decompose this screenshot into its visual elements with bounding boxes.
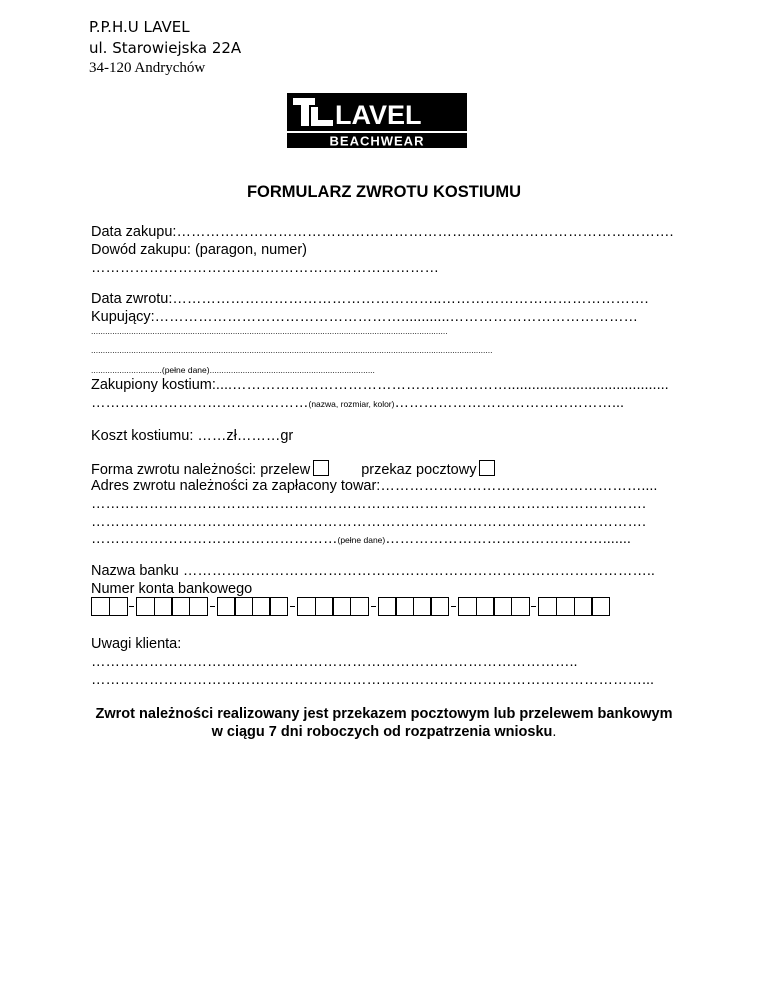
full-data-hint: (pełne dane) [337, 535, 386, 545]
account-digit-box[interactable] [378, 597, 397, 616]
account-digit-box[interactable] [109, 597, 128, 616]
account-digit-box[interactable] [154, 597, 173, 616]
field-proof-label: Dowód zakupu: (paragon, numer) [91, 242, 308, 258]
dots: ………………………………………....... [385, 531, 631, 547]
refund-note-period: . [552, 724, 557, 740]
logo-sub: BEACHWEAR [329, 133, 425, 148]
account-digit-box[interactable] [297, 597, 316, 616]
account-digit-group [136, 597, 206, 616]
field-swimsuit: Zakupiony kostium:....…………………………………………………........................................ [91, 377, 669, 393]
form-title: FORMULARZ ZWROTU KOSTIUMU [246, 183, 522, 201]
postal-order-label: przekaz pocztowy [361, 462, 477, 478]
account-digit-box[interactable] [591, 597, 610, 616]
account-digit-box[interactable] [413, 597, 432, 616]
field-remarks-line-1: ……………………………………………………………………………………….. [91, 654, 578, 670]
account-group-separator [371, 606, 376, 607]
dots: ………………………………………... [394, 395, 625, 411]
account-digit-group [91, 597, 126, 616]
postal-order-checkbox[interactable] [479, 460, 495, 476]
account-group-separator [290, 606, 295, 607]
account-digit-box[interactable] [91, 597, 110, 616]
account-digit-box[interactable] [511, 597, 530, 616]
dots: ...................................................................... [209, 365, 375, 375]
swimsuit-hint: (nazwa, rozmiar, kolor) [308, 399, 395, 409]
field-refund-address: Adres zwrotu należności za zapłacony towar:……………………………………………….... [91, 478, 658, 494]
account-group-separator [210, 606, 215, 607]
account-group-separator [531, 606, 536, 607]
field-buyer-line-3: .......................................................................................................................................................................... [91, 345, 493, 355]
field-purchase-date: Data zakupu:…………………………………………………………………………………………. [91, 224, 674, 240]
account-digit-box[interactable] [171, 597, 190, 616]
field-cost: Koszt kostiumu: ……zł………gr [91, 428, 294, 444]
company-name: P.P.H.U LAVEL [89, 18, 190, 36]
dots: ……………………………………… [91, 395, 309, 411]
account-digit-box[interactable] [189, 597, 208, 616]
account-digit-group [217, 597, 287, 616]
account-digit-group [538, 597, 608, 616]
account-digit-box[interactable] [136, 597, 155, 616]
account-digit-box[interactable] [476, 597, 495, 616]
dots: …………………………………………… [91, 531, 338, 547]
field-buyer: Kupujący:……………………………………………............………………………………… [91, 309, 639, 325]
account-digit-box[interactable] [430, 597, 449, 616]
account-digit-box[interactable] [269, 597, 288, 616]
field-refund-address-line-3: ……………………………………………………………………………………………………. [91, 514, 647, 530]
field-swimsuit-line-2 [91, 395, 624, 411]
logo-brand: LAVEL [335, 100, 422, 130]
account-digit-box[interactable] [395, 597, 414, 616]
field-remarks-line-2: ……………………………………………………………………………………………………... [91, 672, 655, 688]
account-digit-box[interactable] [493, 597, 512, 616]
account-group-separator [451, 606, 456, 607]
account-digit-box[interactable] [556, 597, 575, 616]
full-data-hint: (pełne dane) [161, 365, 210, 375]
refund-note-line-1: Zwrot należności realizowany jest przekazem pocztowym lub przelewem bankowym [95, 706, 673, 722]
account-digit-box[interactable] [538, 597, 557, 616]
field-buyer-line-2: ....................................................................................................................................................... [91, 326, 448, 336]
account-digit-box[interactable] [315, 597, 334, 616]
field-account-label: Numer konta bankowego [91, 581, 253, 597]
account-digit-box[interactable] [332, 597, 351, 616]
field-bank-name: Nazwa banku …………………………………………………………………………………….. [91, 563, 655, 579]
refund-note-text: w ciągu 7 dni roboczych od rozpatrzenia wniosku [211, 724, 553, 740]
field-return-date: Data zwrotu:………………………………………………..……………………………………. [91, 291, 649, 307]
account-digit-group [378, 597, 448, 616]
field-remarks-label: Uwagi klienta: [91, 636, 182, 652]
company-city: 34-120 Andrychów [89, 60, 206, 76]
account-group-separator [129, 606, 134, 607]
account-digit-box[interactable] [458, 597, 477, 616]
refund-note-line-2 [0, 724, 768, 740]
field-buyer-line-4 [91, 365, 375, 375]
field-refund-form [91, 460, 495, 478]
field-refund-address-line-4 [91, 531, 631, 547]
dots: .............................. [91, 365, 162, 375]
field-proof-line: ……………………………………………………………… [91, 260, 439, 276]
account-digit-group [458, 597, 528, 616]
field-refund-address-line-2: ……………………………………………………………………………………………………. [91, 496, 647, 512]
lavel-logo [287, 93, 467, 148]
account-digit-box[interactable] [252, 597, 271, 616]
account-digit-box[interactable] [217, 597, 236, 616]
account-digit-box[interactable] [234, 597, 253, 616]
company-street: ul. Starowiejska 22A [89, 39, 242, 57]
account-digit-group [297, 597, 367, 616]
account-digit-box[interactable] [574, 597, 593, 616]
account-digit-box[interactable] [350, 597, 369, 616]
refund-form-label: Forma zwrotu należności: przelew [91, 462, 311, 478]
transfer-checkbox[interactable] [313, 460, 329, 476]
account-number-boxes[interactable] [91, 597, 609, 616]
